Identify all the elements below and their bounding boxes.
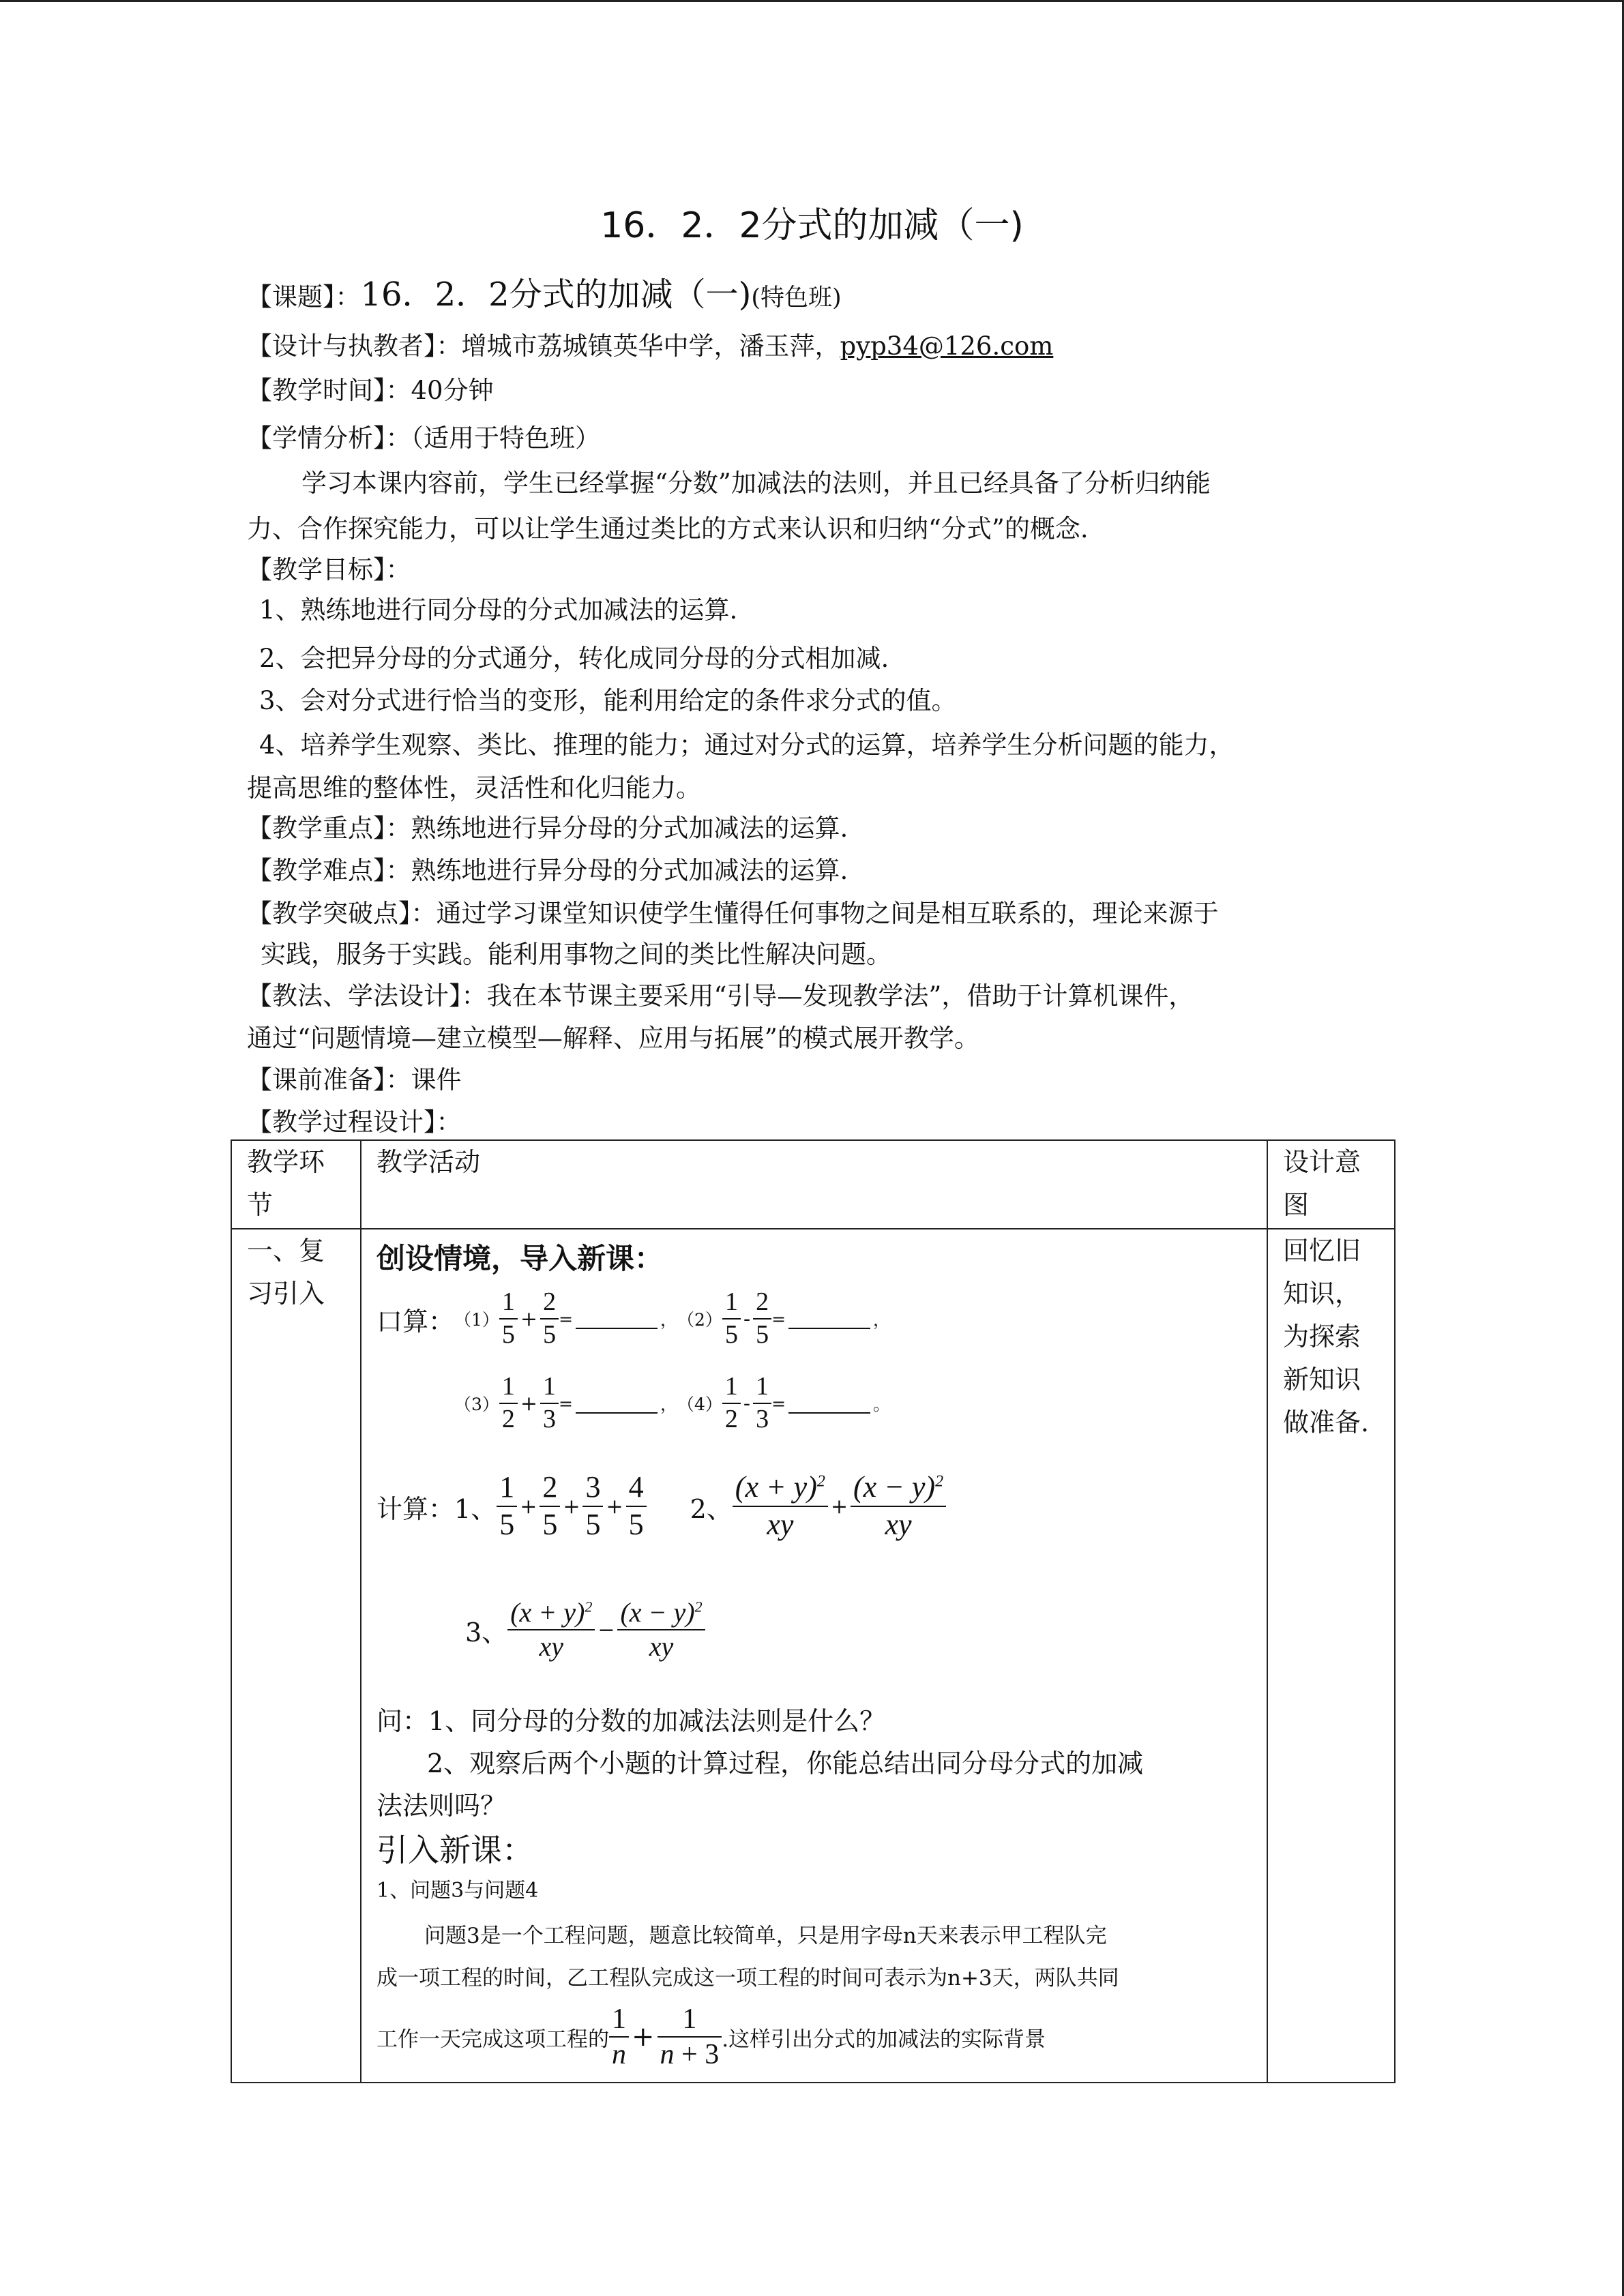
goal-4-line-1: 4、培养学生观察、类比、推理的能力；通过对分式的运算，培养学生分析问题的能力， [259,730,1235,760]
fraction: $\frac{2}{5}$ [540,1470,560,1543]
fraction: $\frac{1}{5}$ [722,1287,741,1350]
activity-heading: 创设情境，导入新课： [377,1242,664,1275]
method-line-2: 通过“问题情境—建立模型—解释、应用与拓展”的模式展开教学。 [247,1024,979,1053]
lesson-title: 16．2．2分式的加减（一) [360,275,752,314]
fraction: $\frac{(x + y)^2}{xy}$ [733,1470,828,1543]
page-title: 16．2．2分式的加减（一) [600,205,1024,246]
fraction: $\frac{1}{n + 3}$ [658,2002,722,2072]
designer-line [247,325,1053,362]
time-line: 【教学时间】：40分钟 [247,376,494,405]
fraction: $\frac{4}{5}$ [626,1470,647,1543]
difficulty: 【教学难点】：熟练地进行异分母的分式加减法的运算. [247,856,848,885]
goal-2: 2、会把异分母的分式通分，转化成同分母的分式相加减. [259,644,889,673]
fraction: $\frac{1}{n}$ [609,2002,629,2072]
intro-heading: 引入新课： [377,1832,533,1868]
fraction: $\frac{1}{5}$ [499,1287,518,1350]
goals-label: 【教学目标】： [247,555,411,584]
process-label: 【教学过程设计】： [247,1107,462,1137]
fraction: $\frac{(x - y)^2}{xy}$ [851,1470,946,1543]
intent-text: 回忆旧 知识， 为探索 新知识 做准备. [1283,1236,1370,1437]
lesson-label: 【课题】： [247,282,361,312]
goal-3: 3、会对分式进行恰当的变形，能利用给定的条件求分式的值。 [259,686,957,715]
page-border-top [0,0,1624,2]
question-2-line-2: 法法则吗？ [377,1791,507,1821]
activity-cell [361,1229,1267,2083]
question-2-line-1: 2、观察后两个小题的计算过程，你能总结出同分母分式的加减 [427,1748,1144,1778]
intro-item: 1、问题3与问题4 [377,1879,539,1903]
lesson-line [247,268,842,315]
fraction: $\frac{2}{5}$ [753,1287,771,1350]
goal-1: 1、熟练地进行同分母的分式加减法的运算. [259,595,738,625]
question-1: 问：1、同分母的分数的加减法法则是什么？ [377,1706,886,1736]
method-line-1: 【教法、学法设计】：我在本节课主要采用“引导—发现教学法”，借助于计算机课件， [247,981,1194,1011]
designer-text: 【设计与执教者】：增城市荔城镇英华中学，潘玉萍， [247,331,840,361]
process-table [231,1139,1396,2083]
header-stage: 教学环 节 [231,1140,361,1229]
analysis-label: 【学情分析】：（适用于特色班） [247,423,600,453]
header-intent: 设计意 图 [1267,1140,1395,1229]
lesson-note: (特色班) [751,284,842,312]
fraction: $\frac{1}{5}$ [497,1470,517,1543]
fraction: $\frac{1}{3}$ [540,1371,559,1435]
table-header-row [231,1140,1395,1229]
fraction: $\frac{1}{3}$ [753,1371,771,1435]
fraction: $\frac{(x + y)^2}{xy}$ [507,1596,595,1663]
oral-row-1: 口算： （1） $\frac{1}{5}$ + $\frac{2}{5}$ = ， （2） $\frac{1}{5}$ - $\frac{2}{5}$ = ， [377,1281,890,1356]
prep: 【课前准备】：课件 [247,1065,462,1094]
fraction: $\frac{3}{5}$ [582,1470,603,1543]
breakthrough-line-2: 实践，服务于实践。能利用事物之间的类比性解决问题。 [261,940,891,969]
calc-row: 计算：1、 $\frac{1}{5}$ + $\frac{2}{5}$ + $\frac{3}{5}$ + $\frac{4}{5}$ 2、 $\frac{(x + y)^2}{xy}$ + $\frac{(x - y)^2}{xy}$ [377,1459,946,1554]
header-activity: 教学活动 [361,1140,1267,1229]
stage-cell: 一、复 习引入 [231,1229,361,2083]
email-link[interactable]: pyp34@126.com [840,331,1054,361]
intro-paragraph-2: 成一项工程的时间，乙工程队完成这一项工程的时间可表示为n+3天，两队共同 [377,1966,1119,1991]
calc-row-3: 3、 $\frac{(x + y)^2}{xy}$ − $\frac{(x - y)^2}{xy}$ [377,1585,705,1674]
intro-paragraph-1: 问题3是一个工程问题，题意比较简单，只是用字母n天来表示甲工程队完 [424,1924,1107,1948]
analysis-line-2: 力、合作探究能力，可以让学生通过类比的方式来认识和归纳“分式”的概念. [247,514,1089,543]
key-point: 【教学重点】：熟练地进行异分母的分式加减法的运算. [247,814,848,843]
oral-row-2: （3） $\frac{1}{2}$ + $\frac{1}{3}$ = ， （4） $\frac{1}{2}$ - $\frac{1}{3}$ = 。 [377,1366,890,1441]
fraction: $\frac{1}{2}$ [722,1371,741,1435]
intent-cell [1267,1229,1395,2083]
fraction: $\frac{(x - y)^2}{xy}$ [617,1596,705,1663]
fraction: $\frac{1}{2}$ [499,1371,518,1435]
breakthrough-line-1: 【教学突破点】：通过学习课堂知识使学生懂得任何事物之间是相互联系的，理论来源于 [247,899,1219,928]
analysis-line-1: 学习本课内容前，学生已经掌握“分数”加减法的法则，并且已经具备了分析归纳能 [301,468,1211,498]
intro-paragraph-3: 工作一天完成这项工程的 $\frac{1}{n}$ + $\frac{1}{n + 3}$ .这样引出分式的加减法的实际背景 [377,1996,1046,2078]
table-row [231,1229,1395,2083]
fraction: $\frac{2}{5}$ [540,1287,559,1350]
goal-4-line-2: 提高思维的整体性，灵活性和化归能力。 [247,773,701,803]
